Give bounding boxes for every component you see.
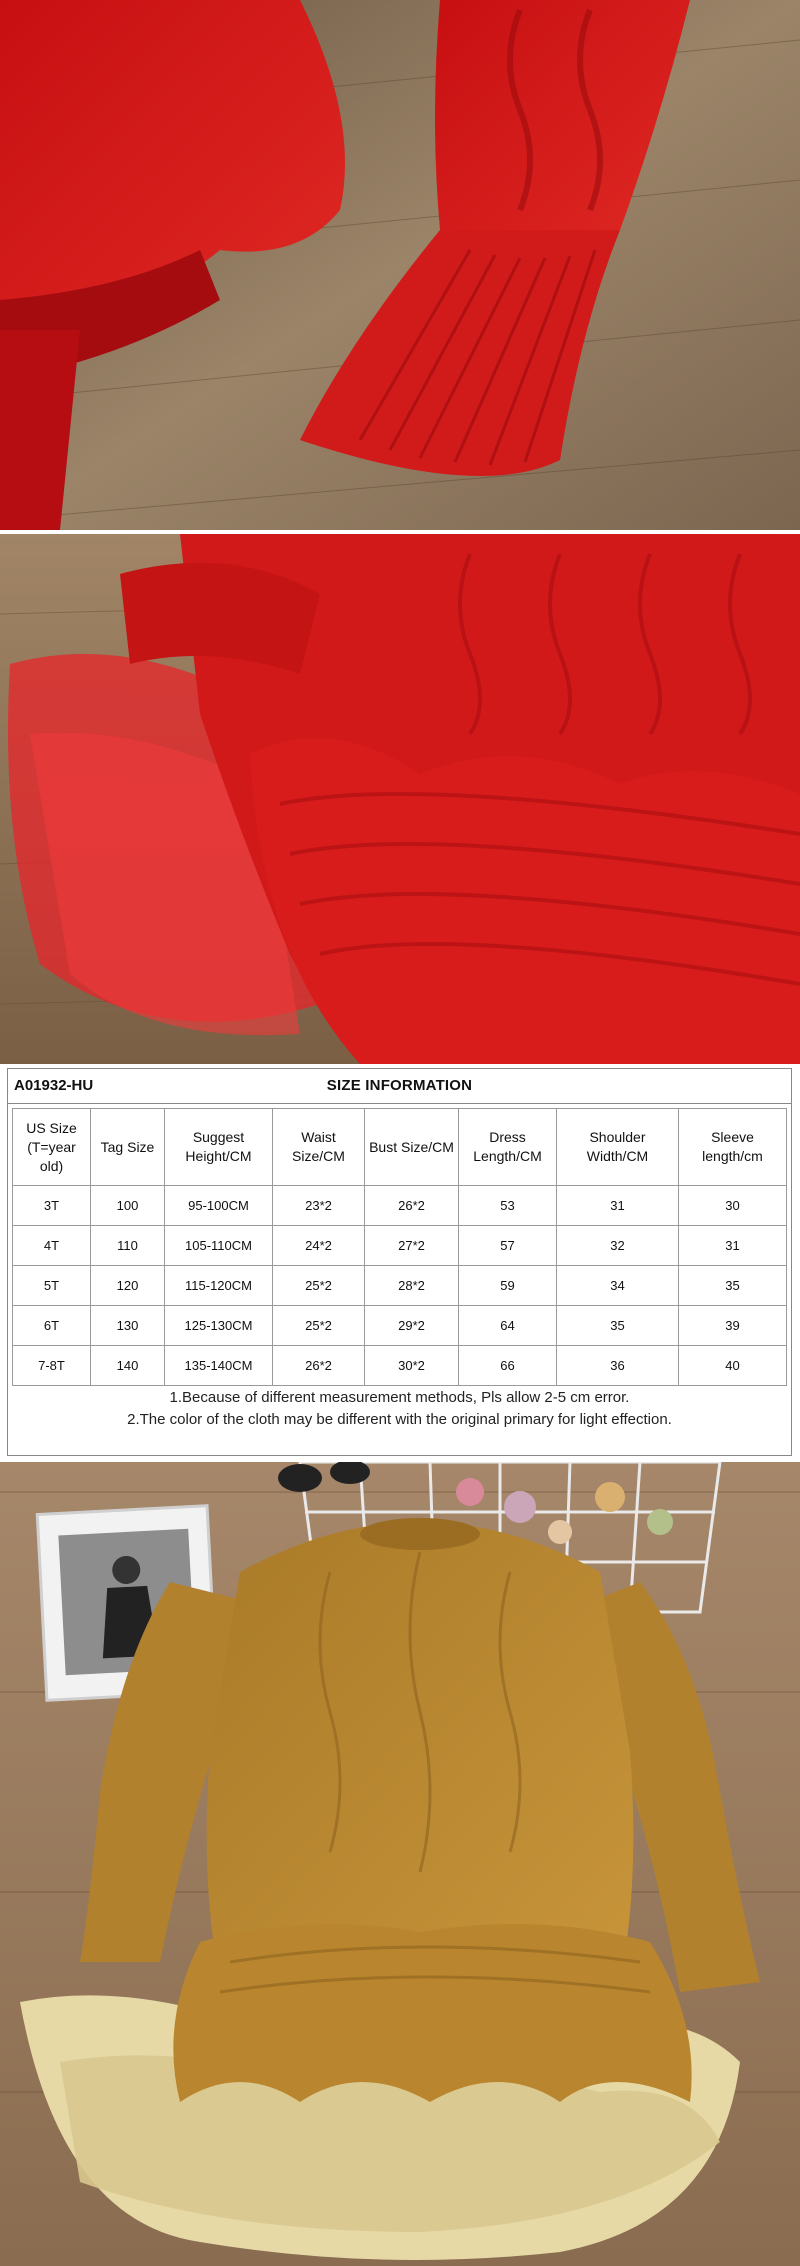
table-cell: 34 (557, 1266, 679, 1306)
table-cell: 25*2 (273, 1306, 365, 1346)
table-cell: 24*2 (273, 1226, 365, 1266)
table-cell: 100 (91, 1186, 165, 1226)
table-cell: 4T (13, 1226, 91, 1266)
table-cell: 23*2 (273, 1186, 365, 1226)
table-cell: 120 (91, 1266, 165, 1306)
table-row (13, 1266, 787, 1306)
table-cell: 25*2 (273, 1266, 365, 1306)
size-information-panel (7, 1068, 792, 1456)
table-cell: 35 (679, 1266, 787, 1306)
product-code: A01932-HU (14, 1077, 94, 1094)
table-cell: 125-130CM (165, 1306, 273, 1346)
col-header-shoulder: Shoulder Width/CM (557, 1109, 679, 1186)
table-cell: 7-8T (13, 1346, 91, 1386)
table-cell: 6T (13, 1306, 91, 1346)
mustard-knit-dress-photo (0, 1462, 800, 2266)
col-header-height: Suggest Height/CM (165, 1109, 273, 1186)
size-header (8, 1069, 791, 1104)
table-cell: 31 (679, 1226, 787, 1266)
table-cell: 26*2 (365, 1186, 459, 1226)
red-dress-tulle-hem-photo (0, 534, 800, 1064)
table-cell: 115-120CM (165, 1266, 273, 1306)
col-header-waist: Waist Size/CM (273, 1109, 365, 1186)
table-cell: 130 (91, 1306, 165, 1346)
col-header-us-size: US Size (T=year old) (13, 1109, 91, 1186)
table-row (13, 1346, 787, 1386)
table-cell: 26*2 (273, 1346, 365, 1386)
table-cell: 30*2 (365, 1346, 459, 1386)
table-cell: 110 (91, 1226, 165, 1266)
table-row (13, 1306, 787, 1346)
size-table (12, 1108, 787, 1386)
table-header-row (13, 1109, 787, 1186)
table-cell: 28*2 (365, 1266, 459, 1306)
table-row (13, 1226, 787, 1266)
table-cell: 30 (679, 1186, 787, 1226)
size-notes (8, 1387, 791, 1431)
table-cell: 5T (13, 1266, 91, 1306)
table-cell: 57 (459, 1226, 557, 1266)
table-cell: 3T (13, 1186, 91, 1226)
table-cell: 31 (557, 1186, 679, 1226)
table-cell: 36 (557, 1346, 679, 1386)
table-cell: 35 (557, 1306, 679, 1346)
red-sleeve-cuffs-photo (0, 0, 800, 530)
table-cell: 66 (459, 1346, 557, 1386)
table-cell: 27*2 (365, 1226, 459, 1266)
col-header-dress-length: Dress Length/CM (459, 1109, 557, 1186)
table-cell: 59 (459, 1266, 557, 1306)
col-header-sleeve: Sleeve length/cm (679, 1109, 787, 1186)
col-header-tag-size: Tag Size (91, 1109, 165, 1186)
table-cell: 53 (459, 1186, 557, 1226)
table-cell: 40 (679, 1346, 787, 1386)
table-cell: 105-110CM (165, 1226, 273, 1266)
table-cell: 29*2 (365, 1306, 459, 1346)
table-cell: 95-100CM (165, 1186, 273, 1226)
table-cell: 64 (459, 1306, 557, 1346)
table-cell: 140 (91, 1346, 165, 1386)
note-line: 2.The color of the cloth may be different with the original primary for light effection. (127, 1411, 672, 1428)
table-row (13, 1186, 787, 1226)
table-cell: 39 (679, 1306, 787, 1346)
size-title: SIZE INFORMATION (326, 1077, 473, 1094)
table-cell: 135-140CM (165, 1346, 273, 1386)
table-cell: 32 (557, 1226, 679, 1266)
note-line: 1.Because of different measurement methods, Pls allow 2-5 cm error. (169, 1389, 630, 1406)
col-header-bust: Bust Size/CM (365, 1109, 459, 1186)
